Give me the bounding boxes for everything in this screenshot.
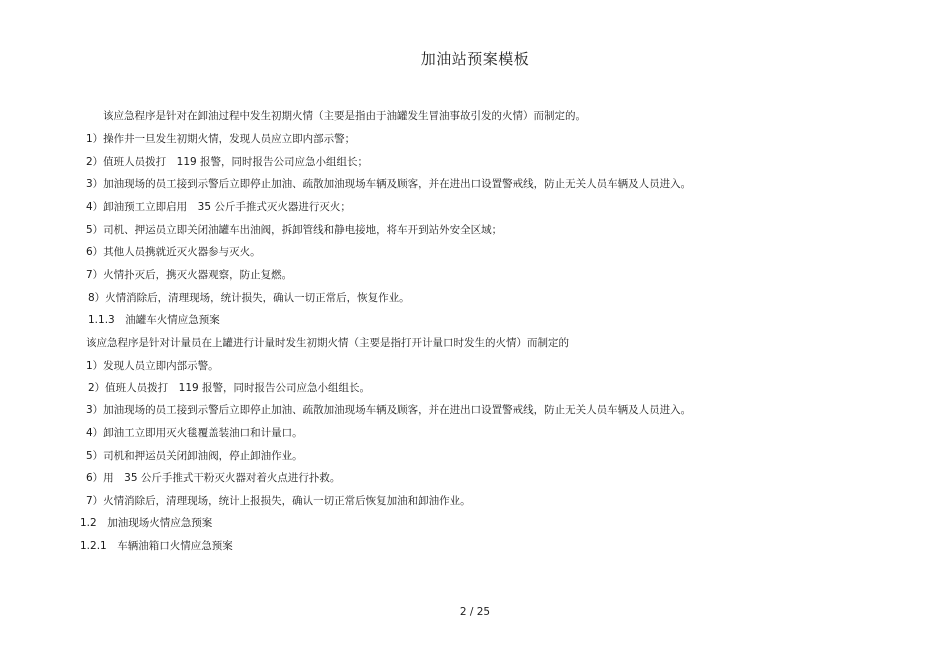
list-item: 5）司机、押运员立即关闭油罐车出油阀，拆卸管线和静电接地，将车开到站外安全区域； — [86, 224, 503, 236]
list-item: 3）加油现场的员工接到示警后立即停止加油、疏散加油现场车辆及顾客，并在进出口设置警戒线，防止无关人员车辆及人员进入。 — [86, 178, 692, 190]
section-heading: 1.2.1 车辆油箱口火情应急预案 — [80, 540, 233, 552]
list-item: 1）发现人员立即内部示警。 — [86, 360, 219, 372]
section-heading: 1.2 加油现场火情应急预案 — [80, 517, 213, 529]
list-item: 4）卸油预工立即启用 35 公斤手推式灭火器进行灭火； — [86, 201, 351, 213]
list-item: 6）其他人员携就近灭火器参与灭火。 — [86, 246, 261, 258]
list-item: 1）操作井一旦发生初期火情，发现人员应立即内部示警； — [86, 133, 356, 145]
page-title: 加油站预案模板 — [420, 50, 530, 68]
page-number: 2 / 25 — [459, 606, 491, 618]
list-item: 8）火情消除后，清理现场，统计损失，确认一切正常后，恢复作业。 — [88, 292, 410, 304]
list-item: 6）用 35 公斤手推式干粉灭火器对着火点进行扑救。 — [86, 472, 341, 484]
section-heading: 1.1.3 油罐车火情应急预案 — [88, 314, 220, 326]
paragraph-intro-1: 该应急程序是针对在卸油过程中发生初期火情（主要是指由于油罐发生冒油事故引发的火情）而制定的。 — [103, 110, 586, 122]
list-item: 3）加油现场的员工接到示警后立即停止加油、疏散加油现场车辆及顾客，并在进出口设置警戒线，防止无关人员车辆及人员进入。 — [86, 404, 692, 416]
list-item: 2）值班人员拨打 119 报警，同时报告公司应急小组组长； — [86, 156, 369, 168]
list-item: 7）火情消除后，清理现场，统计上报损失，确认一切正常后恢复加油和卸油作业。 — [86, 495, 471, 507]
list-item: 2）值班人员拨打 119 报警，同时报告公司应急小组组长。 — [88, 382, 371, 394]
paragraph-intro-2: 该应急程序是针对计量员在上罐进行计量时发生初期火情（主要是指打开计量口时发生的火情）而制定的 — [86, 337, 569, 349]
list-item: 7）火情扑灭后，携灭火器观察，防止复燃。 — [86, 269, 293, 281]
list-item: 4）卸油工立即用灭火毯覆盖装油口和计量口。 — [86, 427, 303, 439]
list-item: 5）司机和押运员关闭卸油阀，停止卸油作业。 — [86, 450, 303, 462]
